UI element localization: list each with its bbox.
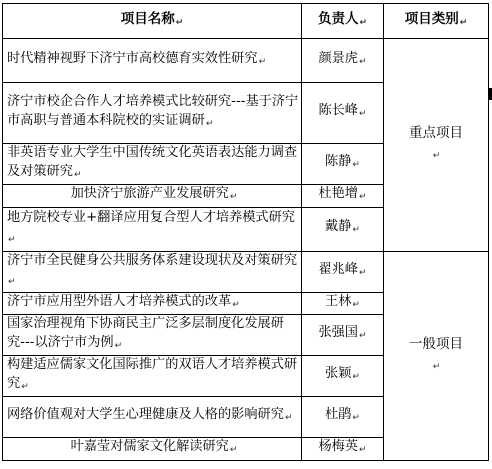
category-label: 一般项目	[409, 336, 463, 352]
table-row	[3, 39, 489, 83]
project-name-cell	[3, 397, 302, 438]
paragraph-mark: ↵	[359, 17, 368, 28]
paragraph-mark: ↵	[352, 160, 360, 171]
person-name: 张颖	[325, 366, 352, 382]
project-name-cell	[3, 356, 302, 397]
header-row	[3, 4, 489, 39]
project-name: 济宁市全民健身公共服务体系建设现状及对策研究	[7, 252, 298, 268]
person-cell	[302, 185, 384, 208]
category-cell	[384, 251, 489, 460]
project-name-cell	[3, 207, 302, 251]
person-name: 张强国	[318, 325, 358, 341]
project-name: 构建适应儒家文化国际推广的双语人才培养模式研究	[7, 357, 298, 391]
project-name-cell	[3, 315, 302, 356]
person-name: 杜鹃	[325, 407, 352, 423]
paragraph-mark: ↵	[352, 413, 360, 424]
person-cell	[302, 251, 384, 292]
paragraph-mark: ↵	[73, 169, 82, 180]
person-cell	[302, 144, 384, 185]
project-name-cell	[3, 185, 302, 208]
person-name: 翟兆峰	[318, 261, 358, 277]
person-cell	[302, 438, 384, 461]
header-category	[384, 4, 489, 39]
project-name-cell	[3, 39, 302, 83]
paragraph-mark: ↵	[229, 192, 238, 202]
project-name: 加快济宁旅游产业发展研究	[70, 186, 229, 201]
category-label: 重点项目	[409, 125, 463, 142]
paragraph-mark: ↵	[359, 109, 367, 120]
paragraph-mark: ↵	[8, 234, 16, 245]
paragraph-mark: ↵	[205, 118, 214, 129]
header-person	[302, 4, 384, 39]
paragraph-mark: ↵	[432, 150, 441, 161]
project-name: 地方院校专业+翻译应用复合型人才培养模式研究	[7, 210, 295, 225]
person-cell	[302, 39, 384, 83]
paragraph-mark: ↵	[258, 56, 267, 67]
project-name: 济宁市应用型外语人才培养模式的改革	[7, 293, 232, 309]
paragraph-mark: ↵	[459, 17, 468, 28]
header-person-text: 负责人	[317, 10, 359, 27]
person-cell	[302, 397, 384, 438]
person-cell	[302, 83, 384, 144]
paragraph-mark: ↵	[284, 413, 293, 424]
project-table	[2, 3, 489, 461]
person-cell	[302, 292, 384, 315]
project-name: 国家治理视角下协商民主广泛多层制度化发展研究---以济宁市为例	[7, 316, 284, 350]
paragraph-mark: ↵	[232, 299, 240, 310]
person-name: 颜景虎	[318, 50, 358, 66]
person-cell	[302, 356, 384, 397]
header-project-name	[3, 4, 302, 39]
paragraph-mark: ↵	[8, 277, 16, 287]
project-name: 济宁市校企合作人才培养模式比较研究---基于济宁市高职与普通本科院校的实证调研	[7, 94, 299, 128]
project-name: 时代精神视野下济宁市高校德育实效性研究	[7, 50, 258, 66]
person-name: 陈静	[325, 154, 352, 170]
paragraph-mark: ↵	[229, 445, 238, 455]
person-name: 杨梅英	[318, 439, 358, 454]
paragraph-mark: ↵	[352, 225, 360, 236]
paragraph-mark: ↵	[432, 361, 441, 372]
person-name: 杜艳增	[318, 186, 358, 201]
header-category-text: 项目类别	[404, 10, 459, 27]
project-name: 网络价值观对大学生心理健康及人格的影响研究	[7, 407, 284, 423]
table-row	[3, 251, 489, 292]
project-name-cell	[3, 144, 302, 185]
person-name: 王林	[325, 293, 352, 309]
person-name: 陈长峰	[318, 103, 358, 119]
paragraph-mark: ↵	[21, 381, 29, 392]
project-name: 叶嘉莹对儒家文化解读研究	[70, 439, 229, 454]
paragraph-mark: ↵	[175, 17, 184, 28]
paragraph-mark: ↵	[359, 192, 367, 202]
paragraph-mark: ↵	[359, 445, 367, 455]
project-name-cell	[3, 251, 302, 292]
paragraph-mark: ↵	[352, 372, 360, 383]
category-cell	[384, 39, 489, 252]
paragraph-mark: ↵	[359, 56, 367, 67]
project-name-cell	[3, 438, 302, 461]
person-name: 戴静	[325, 219, 352, 235]
paragraph-mark: ↵	[359, 267, 367, 278]
project-name: 非英语专业大学生中国传统文化英语表达能力调查及对策研究	[7, 145, 298, 179]
person-cell	[302, 207, 384, 251]
header-project-name-text: 项目名称	[120, 10, 175, 27]
project-name-cell	[3, 292, 302, 315]
paragraph-mark: ↵	[352, 299, 360, 310]
person-cell	[302, 315, 384, 356]
paragraph-mark: ↵	[359, 331, 367, 342]
paragraph-mark: ↵	[114, 340, 123, 351]
project-name-cell	[3, 83, 302, 144]
